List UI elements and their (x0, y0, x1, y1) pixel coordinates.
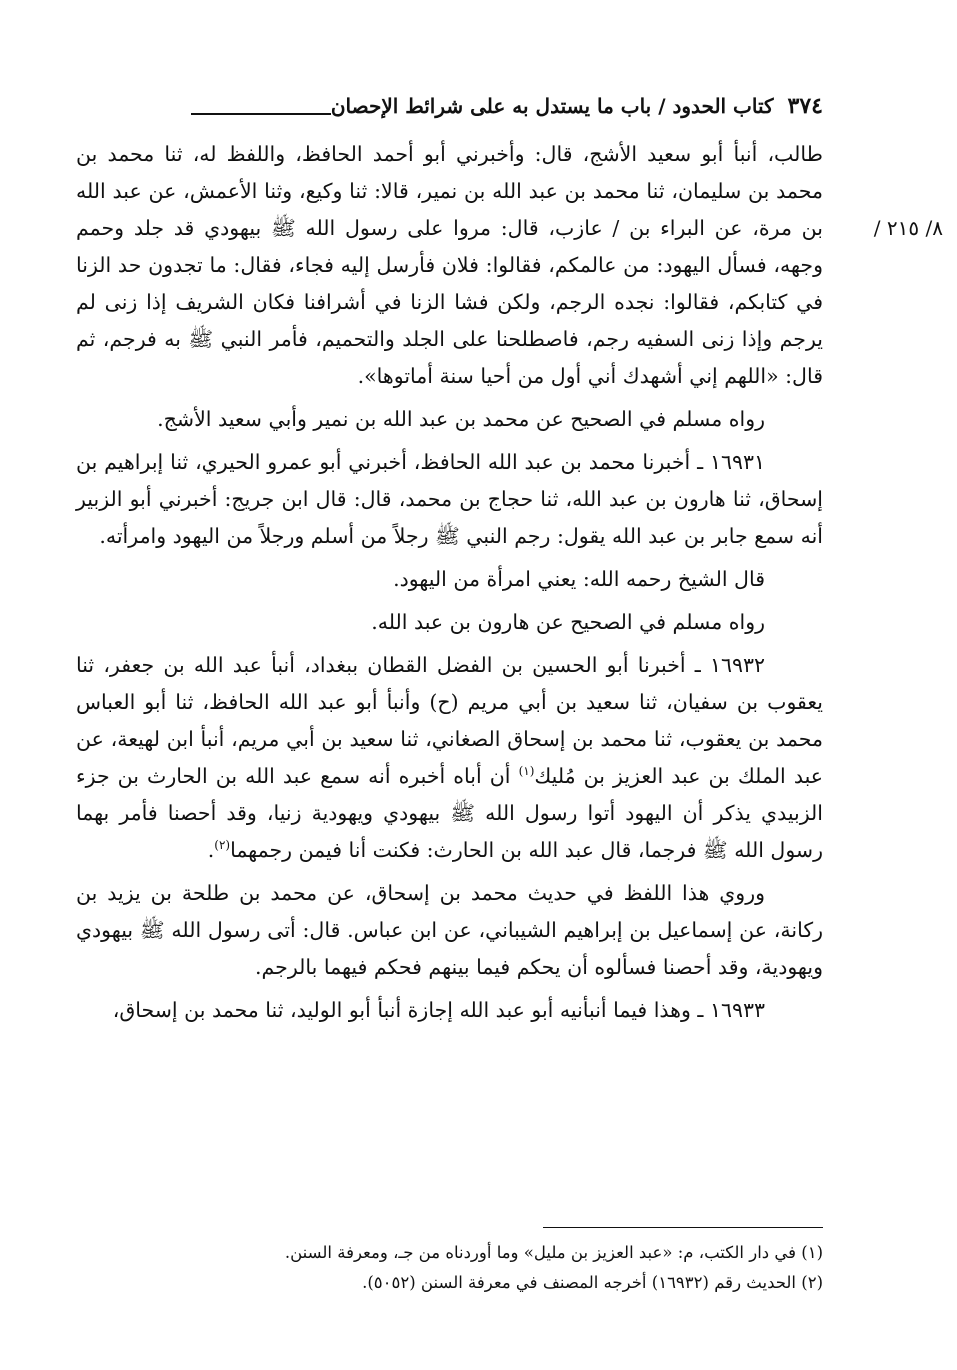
paragraph-1-text: طالب، أنبأ أبو سعيد الأشج، قال: وأخبرني أبو أحمد الحافظ، واللفظ له، ثنا محمد بن محمد بن سليمان، ثنا محمد بن عبد الله بن نمير، قالا: ثنا وكيع، وثنا الأعمش، عن عبد الله بن مرة، عن البراء بن / عازب، قال: مروا على رسول الله ﷺ بيهودي قد جلد وحمم وجهه، فسأل اليهود: من عالمكم، فقالوا: فلان فأرسل إليه فجاء، فقال: ما تجدون حد الزنا في كتابكم، فقالوا: نجده الرجم، ولكن فشا الزنا في أشرافنا فكان الشريف إذا زنى لم يرجم وإذا زنى السفيه رجم، فاصطلحنا على الجلد والتحميم، فأمر النبي ﷺ به فرجم، ثم قال: «اللهم إني أشهدك أني أول من أحيا سنة أماتوها». (76, 142, 823, 388)
footnote-marker-1[interactable]: (١) (518, 764, 535, 779)
paragraph-2: رواه مسلم في الصحيح عن محمد بن عبد الله بن نمير وأبي سعيد الأشج. (157, 407, 765, 431)
footnote-rule (543, 1227, 823, 1228)
main-text (76, 136, 943, 1029)
page-header (76, 86, 823, 126)
paragraph-6-text-b: أن أباه أخبره أنه سمع عبد الله بن الحارث بن جزء الزبيدي يذكر أن اليهود أتوا رسول الله ﷺ بيهودي ويهودية زنيا، وقد أحصنا فأمر بهما رسول الله ﷺ فرجما، قال عبد الله بن الحارث: فكنت أنا فيمن رجمهما (76, 764, 823, 862)
footnote-2: (٢) الحديث رقم (١٦٩٣٢) أخرجه المصنف في معرفة السنن (٥٠٥٢). (362, 1273, 823, 1292)
paragraph-4: قال الشيخ رحمه الله: يعني امرأة من اليهود. (393, 567, 765, 591)
margin-reference: ٨/ ٢١٥ / (873, 216, 943, 240)
paragraph-5: رواه مسلم في الصحيح عن هارون بن عبد الله. (371, 610, 765, 634)
footnote-marker-2[interactable]: (٢) (214, 838, 231, 853)
footnotes (76, 1238, 823, 1298)
paragraph-6-text-a: ١٦٩٣٢ ـ أخبرنا أبو الحسين بن الفضل القطان ببغداد، أنبأ عبد الله بن جعفر، ثنا يعقوب بن سفيان، ثنا سعيد بن أبي مريم (ح) وأنبأ أبو عبد الله الحافظ، ثنا أبو العباس محمد بن يعقوب، ثنا محمد بن إسحاق الصغاني، ثنا سعيد بن أبي مريم، أنبأ ابن لهيعة، عن عبد الملك بن عبد العزيز بن مُليك (76, 653, 823, 788)
paragraph-3: ١٦٩٣١ ـ أخبرنا محمد بن عبد الله الحافظ، أخبرني أبو عمرو الحيري، ثنا إبراهيم بن إسحاق، ثنا هارون بن عبد الله، ثنا حجاج بن محمد، قال: قال ابن جريج: أخبرني أبو الزبير أنه سمع جابر بن عبد الله يقول: رجم النبي ﷺ رجلاً من أسلم ورجلاً من اليهود وامرأته. (76, 450, 823, 548)
running-title: كتاب الحدود / باب ما يستدل به على شرائط الإحصان (330, 94, 774, 118)
paragraph-8: ١٦٩٣٣ ـ وهذا فيما أنبأنيه أبو عبد الله إجازة أنبأ أبو الوليد، ثنا محمد بن إسحاق، (112, 998, 765, 1022)
footnote-1: (١) في دار الكتب، م: «عبد العزيز بن مليل» وما أوردناه من جـ، ومعرفة السنن. (284, 1243, 823, 1262)
page-number: ٣٧٤ (787, 93, 823, 119)
header-rule (191, 113, 331, 115)
paragraph-7: وروي هذا اللفظ في حديث محمد بن إسحاق، عن محمد بن طلحة بن يزيد بن ركانة، عن إسماعيل بن إبراهيم الشيباني، عن ابن عباس. قال: أتى رسول الله ﷺ بيهودي ويهودية، وقد أحصنا فسألوه أن يحكم فيما بينهم فحكم فيهما بالرجم. (76, 881, 823, 979)
paragraph-1 (76, 136, 943, 395)
paragraph-6: ١٦٩٣٢ ـ أخبرنا أبو الحسين بن الفضل القطان ببغداد، أنبأ عبد الله بن جعفر، ثنا يعقوب بن سفيان، ثنا سعيد بن أبي مريم (ح) وأنبأ أبو عبد الله الحافظ، ثنا أبو العباس محمد بن يعقوب، ثنا محمد بن إسحاق الصغاني، ثنا سعيد بن أبي مريم، أنبأ ابن لهيعة، عن عبد الملك بن عبد العزيز بن مُليك$^{(١)}$ أن أباه أخبره أنه سمع عبد الله بن الحارث بن جزء الزبيدي يذكر أن اليهود أتوا رسول الله ﷺ بيهودي ويهودية زنيا، وقد أحصنا فأمر بهما رسول الله ﷺ فرجما، قال عبد الله بن الحارث: فكنت أنا فيمن رجمهما$^{(٢)}$. (76, 653, 823, 862)
